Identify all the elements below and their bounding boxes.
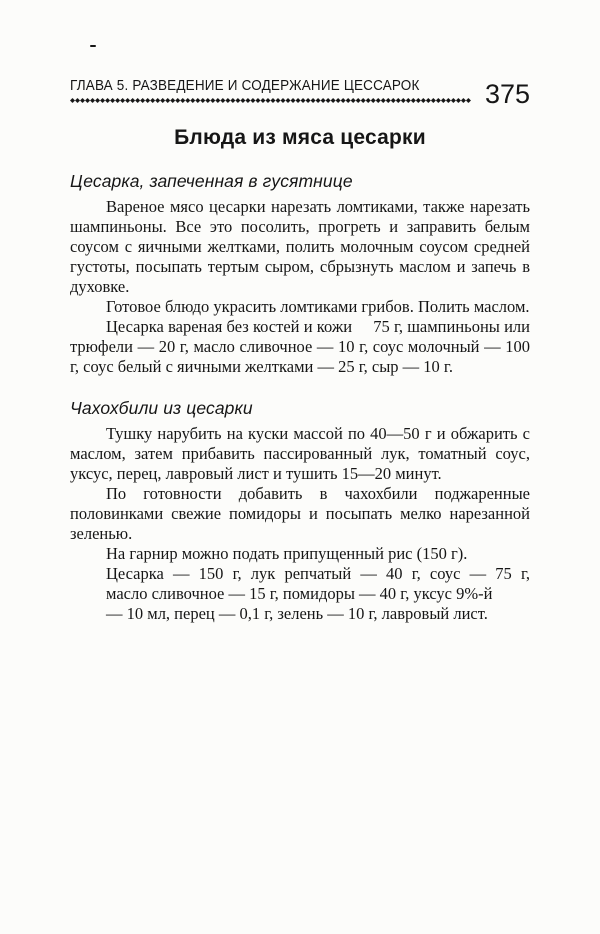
paragraph: Тушку нарубить на куски массой по 40—50 г и обжарить с маслом, затем прибавить пассированный лук, томатный соус, уксус, перец, лавровый лист и тушить 15—20 минут. <box>70 424 530 483</box>
scan-speck <box>90 45 96 47</box>
paragraph: Вареное мясо цесарки нарезать ломтиками, также нарезать шампиньоны. Все это посолить, прогреть и заправить белым соусом с яичными желтками, полить молочным соусом средней густоты, посыпать тертым сыром, сбрызнуть маслом и запечь в духовке. <box>70 197 530 296</box>
paragraph: Цесарка — 150 г, лук репчатый — 40 г, соус — 75 г, <box>106 564 530 583</box>
recipe-chakhokhbili <box>70 398 530 624</box>
page-content <box>0 76 600 624</box>
running-header <box>70 76 530 109</box>
paragraph: На гарнир можно подать припущенный рис (150 г). <box>106 544 468 563</box>
page-number: 375 <box>484 79 530 109</box>
paragraph: По готовности добавить в чахохбили поджаренные половинками свежие помидоры и посыпать мелко нарезанной зеленью. <box>70 484 530 543</box>
paragraph: масло сливочное — 15 г, помидоры — 40 г, уксус 9%-й <box>106 584 493 603</box>
recipe-guinea-fowl-baked <box>70 171 530 377</box>
recipe-heading: Чахохбили из цесарки <box>70 398 253 418</box>
wavy-divider <box>70 98 471 103</box>
paragraph: Цесарка вареная без костей и кожи 75 г, шампиньоны или трюфели — 20 г, масло сливочное — 10 г, соус молочный — 100 г, соус белый с яичными желтками — 25 г, сыр — 10 г. <box>70 317 530 376</box>
running-header-left <box>70 78 471 103</box>
paragraph: — 10 мл, перец — 0,1 г, зелень — 10 г, лавровый лист. <box>106 604 488 623</box>
paragraph: Готовое блюдо украсить ломтиками грибов. Полить маслом. <box>106 297 530 316</box>
section-title: Блюда из мяса цесарки <box>174 126 426 149</box>
chapter-running-title: ГЛАВА 5. РАЗВЕДЕНИЕ И СОДЕРЖАНИЕ ЦЕССАРОК <box>70 78 420 94</box>
recipe-heading: Цесарка, запеченная в гусятнице <box>70 171 353 191</box>
